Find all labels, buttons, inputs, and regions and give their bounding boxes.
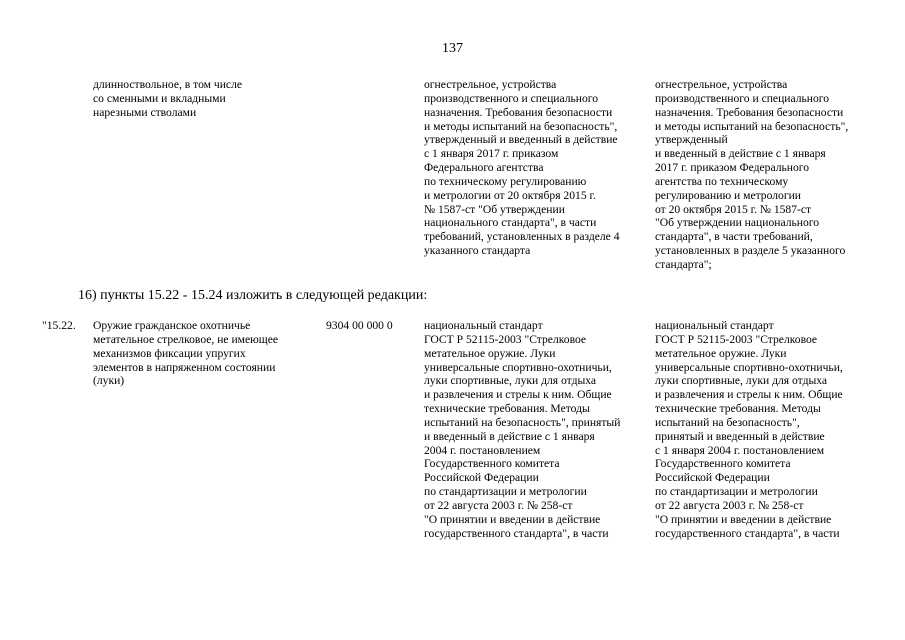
- text-line: и развлечения и стрелы к ним. Общие: [424, 388, 612, 402]
- text-line: (луки): [93, 374, 125, 388]
- text-line: от 20 октября 2015 г. № 1587-ст: [655, 202, 812, 216]
- text-line: огнестрельное, устройства: [424, 78, 557, 91]
- text-line: требований, установленных в разделе 4: [424, 230, 620, 244]
- text-line: метательное оружие. Луки: [655, 346, 787, 360]
- text-line: Российской Федерации: [424, 471, 539, 485]
- text-line: "О принятии и введении в действие: [655, 512, 832, 526]
- text-line: и введенный в действие с 1 января: [655, 147, 826, 161]
- text-line: и развлечения и стрелы к ним. Общие: [655, 388, 843, 402]
- text-line: с 1 января 2004 г. постановлением: [655, 443, 825, 457]
- text-line: утвержденный и введенный в действие: [424, 133, 618, 147]
- text-line: луки спортивные, луки для отдыха: [424, 374, 597, 388]
- text-line: метательное стрелковое, не имеющее: [93, 332, 279, 346]
- text-line: по стандартизации и метрологии: [655, 485, 818, 499]
- text-line: огнестрельное, устройства: [655, 78, 788, 91]
- text-line: Государственного комитета: [424, 457, 560, 471]
- text-line: и метрологии от 20 октября 2015 г.: [424, 188, 596, 202]
- text-line: и методы испытаний на безопасность",: [424, 119, 618, 133]
- text-line: технические требования. Методы: [424, 402, 590, 416]
- item-current-norm-cell: [424, 319, 620, 541]
- text-line: регулированию и метрологии: [655, 188, 801, 202]
- text-line: нарезными стволами: [93, 105, 197, 119]
- text-line: государственного стандарта", в части: [655, 526, 840, 540]
- text-line: технические требования. Методы: [655, 402, 821, 416]
- top-row-current-norm-cell: [424, 78, 620, 258]
- text-line: от 22 августа 2003 г. № 258-ст: [655, 498, 804, 512]
- page-number: 137: [442, 41, 463, 56]
- text-line: установленных в разделе 5 указанного: [655, 244, 846, 258]
- text-line: длинноствольное, в том числе: [93, 78, 243, 91]
- text-line: универсальные спортивно-охотничьи,: [424, 360, 612, 374]
- text-line: производственного и специального: [424, 91, 599, 105]
- text-line: "О принятии и введении в действие: [424, 512, 601, 526]
- text-line: и методы испытаний на безопасность",: [655, 119, 849, 133]
- item-number: "15.22.: [42, 319, 76, 332]
- text-line: назначения. Требования безопасности: [655, 105, 844, 119]
- text-line: назначения. Требования безопасности: [424, 105, 613, 119]
- text-line: элементов в напряженном состоянии: [93, 360, 276, 374]
- text-line: механизмов фиксации упругих: [93, 346, 246, 360]
- amendment-instruction: 16) пункты 15.22 - 15.24 изложить в следующей редакции:: [78, 288, 428, 303]
- text-line: метательное оружие. Луки: [424, 346, 556, 360]
- item-name-cell: [93, 319, 278, 388]
- text-line: стандарта";: [655, 257, 712, 271]
- text-line: Государственного комитета: [655, 457, 791, 471]
- text-line: государственного стандарта", в части: [424, 526, 609, 540]
- text-line: с 1 января 2017 г. приказом: [424, 147, 559, 161]
- text-line: по стандартизации и метрологии: [424, 485, 587, 499]
- top-row-new-norm-cell: [655, 78, 848, 272]
- text-line: Российской Федерации: [655, 471, 770, 485]
- top-row-name-cell: [93, 78, 242, 120]
- text-line: утвержденный: [655, 133, 728, 147]
- text-line: ГОСТ Р 52115-2003 "Стрелковое: [655, 332, 818, 346]
- text-line: национальный стандарт: [655, 319, 774, 332]
- text-line: агентства по техническому: [655, 174, 789, 188]
- text-line: национальный стандарт: [424, 319, 543, 332]
- text-line: 2004 г. постановлением: [424, 443, 541, 457]
- text-line: указанного стандарта: [424, 244, 531, 258]
- text-line: национального стандарта", в части: [424, 216, 597, 230]
- text-line: производственного и специального: [655, 91, 830, 105]
- text-line: и введенный в действие с 1 января: [424, 429, 595, 443]
- text-line: № 1587-ст "Об утверждении: [424, 202, 565, 216]
- text-line: универсальные спортивно-охотничьи,: [655, 360, 843, 374]
- text-line: испытаний на безопасность", принятый: [424, 415, 621, 429]
- text-line: Оружие гражданское охотничье: [93, 319, 251, 332]
- text-line: 2017 г. приказом Федерального: [655, 161, 810, 175]
- text-line: со сменными и вкладными: [93, 91, 226, 105]
- item-new-norm-cell: [655, 319, 843, 541]
- item-code: 9304 00 000 0: [326, 319, 393, 332]
- text-line: принятый и введенный в действие: [655, 429, 825, 443]
- text-line: ГОСТ Р 52115-2003 "Стрелковое: [424, 332, 587, 346]
- text-line: испытаний на безопасность",: [655, 415, 800, 429]
- text-line: от 22 августа 2003 г. № 258-ст: [424, 498, 573, 512]
- text-line: "Об утверждении национального: [655, 216, 820, 230]
- text-line: Федерального агентства: [424, 161, 544, 175]
- text-line: по техническому регулированию: [424, 174, 587, 188]
- text-line: стандарта", в части требований,: [655, 230, 813, 244]
- text-line: луки спортивные, луки для отдыха: [655, 374, 828, 388]
